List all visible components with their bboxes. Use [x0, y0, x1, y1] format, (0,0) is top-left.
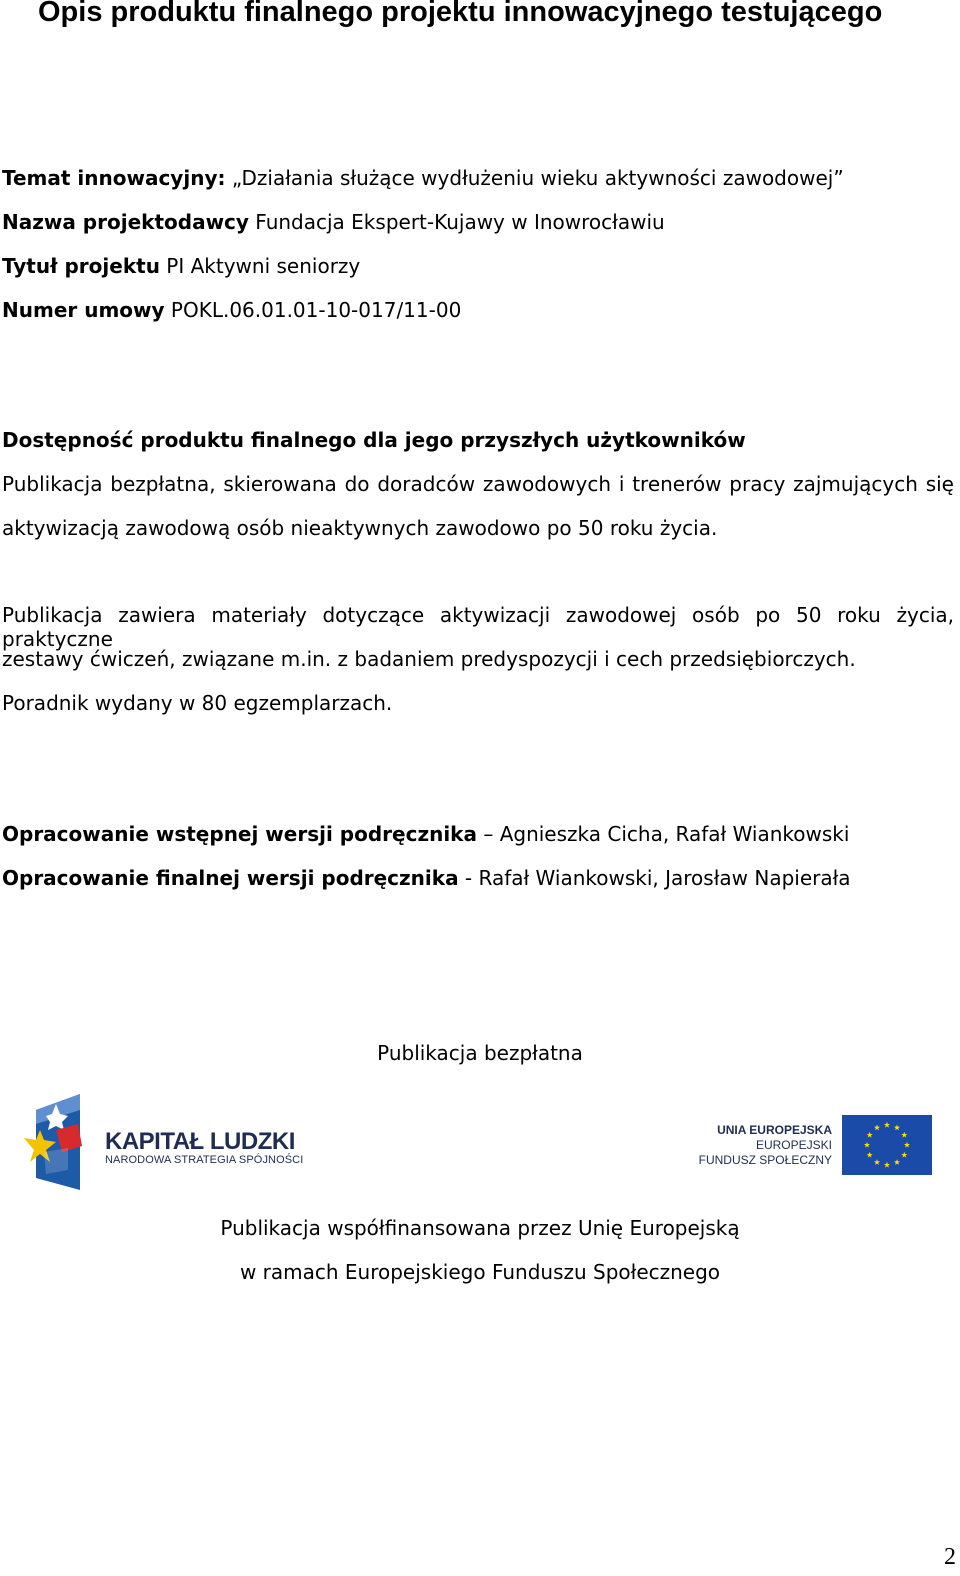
kapital-ludzki-subtitle: NARODOWA STRATEGIA SPÓJNOŚCI — [105, 1154, 304, 1166]
availability-paragraph-3: Poradnik wydany w 80 egzemplarzach. — [2, 691, 393, 715]
eu-flag-icon — [842, 1115, 932, 1175]
theme-value: „Działania służące wydłużeniu wieku aktywności zawodowej” — [225, 166, 844, 190]
applicant-row — [2, 210, 665, 234]
final-version-authors: - Rafał Wiankowski, Jarosław Napierała — [458, 866, 851, 890]
availability-heading: Dostępność produktu finalnego dla jego przyszłych użytkowników — [2, 428, 746, 452]
availability-paragraph-2-line-2: zestawy ćwiczeń, związane m.in. z badaniem predyspozycji i cech przedsiębiorczych. — [2, 647, 856, 671]
initial-version-label: Opracowanie wstępnej wersji podręcznika — [2, 822, 477, 846]
applicant-label: Nazwa projektodawcy — [2, 210, 249, 234]
cofinance-line-2: w ramach Europejskiego Funduszu Społecznego — [239, 1260, 721, 1284]
theme-label: Temat innowacyjny: — [2, 166, 226, 190]
page-title: Opis produktu finalnego projektu innowacyjnego testującego — [38, 0, 883, 28]
kapital-ludzki-logo-icon — [22, 1094, 84, 1190]
cofinance-line-1: Publikacja współfinansowana przez Unię Europejską — [220, 1216, 740, 1240]
availability-paragraph-2-line-1: Publikacja zawiera materiały dotyczące aktywizacji zawodowej osób po 50 roku życia, praktyczne — [2, 603, 954, 651]
contract-number-row — [2, 298, 461, 322]
eu-logo-line-3: FUNDUSZ SPOŁECZNY — [698, 1153, 832, 1167]
final-version-row — [2, 866, 851, 890]
contract-number-label: Numer umowy — [2, 298, 165, 322]
project-title-label: Tytuł projektu — [2, 254, 160, 278]
contract-number-value: POKL.06.01.01-10-017/11-00 — [164, 298, 462, 322]
applicant-value: Fundacja Ekspert-Kujawy w Inowrocławiu — [248, 210, 665, 234]
free-publication-notice: Publikacja bezpłatna — [377, 1041, 583, 1065]
kapital-ludzki-title: KAPITAŁ LUDZKI — [105, 1128, 295, 1155]
eu-logo-line-1: UNIA EUROPEJSKA — [717, 1123, 832, 1137]
initial-version-row — [2, 822, 849, 846]
project-title-value: PI Aktywni seniorzy — [159, 254, 361, 278]
eu-logo-text — [699, 1123, 832, 1168]
availability-paragraph-1-line-1: Publikacja bezpłatna, skierowana do doradców zawodowych i trenerów pracy zajmujących się — [2, 472, 954, 496]
final-version-label: Opracowanie finalnej wersji podręcznika — [2, 866, 459, 890]
page-number: 2 — [944, 1544, 956, 1570]
availability-paragraph-1-line-2: aktywizacją zawodową osób nieaktywnych zawodowo po 50 roku życia. — [2, 516, 718, 540]
eu-logo-line-2: EUROPEJSKI — [755, 1138, 832, 1152]
theme-row — [2, 166, 844, 190]
project-title-row — [2, 254, 360, 278]
initial-version-authors: – Agnieszka Cicha, Rafał Wiankowski — [476, 822, 850, 846]
